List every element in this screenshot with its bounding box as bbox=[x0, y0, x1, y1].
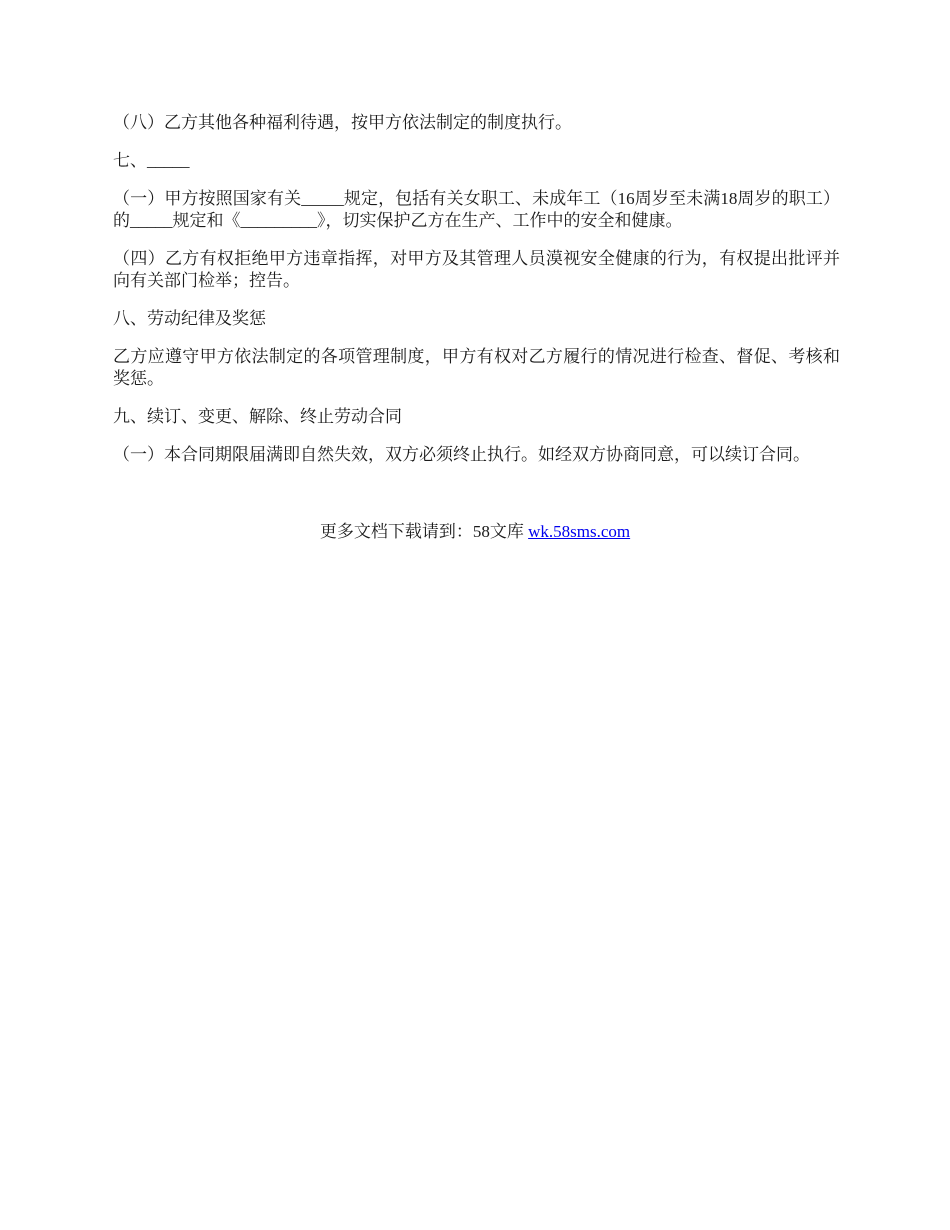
paragraph-contract-expiry: （一）本合同期限届满即自然失效，双方必须终止执行。如经双方协商同意，可以续订合同。 bbox=[113, 445, 810, 464]
paragraph-welfare: （八）乙方其他各种福利待遇，按甲方依法制定的制度执行。 bbox=[113, 113, 572, 132]
paragraph-discipline: 乙方应遵守甲方依法制定的各项管理制度，甲方有权对乙方履行的情况进行检查、督促、考核和奖惩。 bbox=[113, 347, 840, 388]
footer-link[interactable]: wk.58sms.com bbox=[528, 522, 631, 541]
paragraph-safety-regulations: （一）甲方按照国家有关_____规定，包括有关女职工、未成年工（16周岁至未满18周岁的职工）的_____规定和《_________》，切实保护乙方在生产、工作中的安全和健康。 bbox=[113, 189, 840, 230]
section-heading-contract-changes: 九、续订、变更、解除、终止劳动合同 bbox=[113, 407, 402, 426]
section-heading-seven: 七、_____ bbox=[113, 151, 190, 170]
download-footer bbox=[0, 521, 950, 543]
document-body bbox=[113, 112, 840, 482]
paragraph-refuse-orders: （四）乙方有权拒绝甲方违章指挥，对甲方及其管理人员漠视安全健康的行为，有权提出批评并向有关部门检举；控告。 bbox=[113, 249, 840, 290]
section-heading-discipline: 八、劳动纪律及奖惩 bbox=[113, 309, 266, 328]
footer-text: 更多文档下载请到：58文库 bbox=[319, 522, 529, 541]
